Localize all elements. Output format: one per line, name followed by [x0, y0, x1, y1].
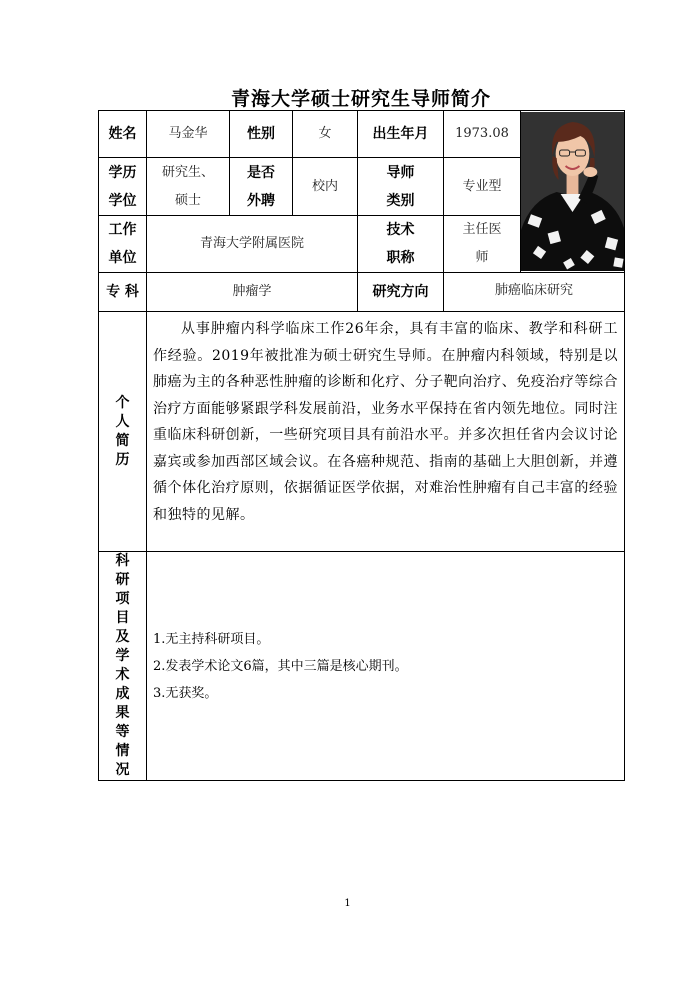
tutor-type-value: 专业型: [444, 158, 521, 216]
portrait-image: [521, 112, 624, 271]
work-label: 工作 单位: [99, 216, 147, 273]
education-label: 学历 学位: [99, 158, 147, 216]
bio-label: 个人简历: [99, 312, 147, 552]
external-label: 是否 外聘: [230, 158, 293, 216]
specialty-value: 肿瘤学: [147, 273, 358, 312]
work-value: 青海大学附属医院: [147, 216, 358, 273]
tutor-type-label: 导师 类别: [358, 158, 444, 216]
education-value: 研究生、 硕士: [147, 158, 230, 216]
profile-table: [98, 110, 625, 781]
direction-label: 研究方向: [358, 273, 444, 312]
research-item: 1.无主持科研项目。: [153, 631, 270, 647]
portrait-photo: [521, 111, 625, 273]
title-value: 主任医 师: [444, 216, 521, 273]
name-label: 姓名: [99, 111, 147, 158]
gender-value: 女: [293, 111, 358, 158]
birth-value: 1973.08: [444, 111, 521, 158]
research-item: 3.无获奖。: [153, 685, 218, 701]
gender-label: 性别: [230, 111, 293, 158]
page-number: 1: [344, 898, 351, 909]
birth-label: 出生年月: [358, 111, 444, 158]
research-list: [147, 552, 625, 781]
research-label: 科研项目及学术成果等情况: [99, 552, 147, 781]
document-title: 青海大学硕士研究生导师简介: [230, 88, 491, 110]
bio-text: 从事肿瘤内科学临床工作26年余，具有丰富的临床、教学和科研工作经验。2019年被批准为硕士研究生导师。在肿瘤内科领域，特别是以肺癌为主的各种恶性肿瘤的诊断和化疗、分子靶向治疗、免疫治疗等综合治疗方面能够紧跟学科发展前沿，业务水平保持在省内领先地位。同时注重临床科研创新，一些研究项目具有前沿水平。并多次担任省内会议讨论嘉宾或参加西部区域会议。在各癌种规范、指南的基础上大胆创新，并遵循个体化治疗原则，依据循证医学依据，对难治性肿瘤有自己丰富的经验和独特的见解。: [147, 312, 625, 552]
research-item: 2.发表学术论文6篇，其中三篇是核心期刊。: [153, 658, 408, 674]
name-value: 马金华: [147, 111, 230, 158]
external-value: 校内: [293, 158, 358, 216]
title-label: 技术 职称: [358, 216, 444, 273]
specialty-label: 专 科: [99, 273, 147, 312]
direction-value: 肺癌临床研究: [444, 273, 625, 312]
